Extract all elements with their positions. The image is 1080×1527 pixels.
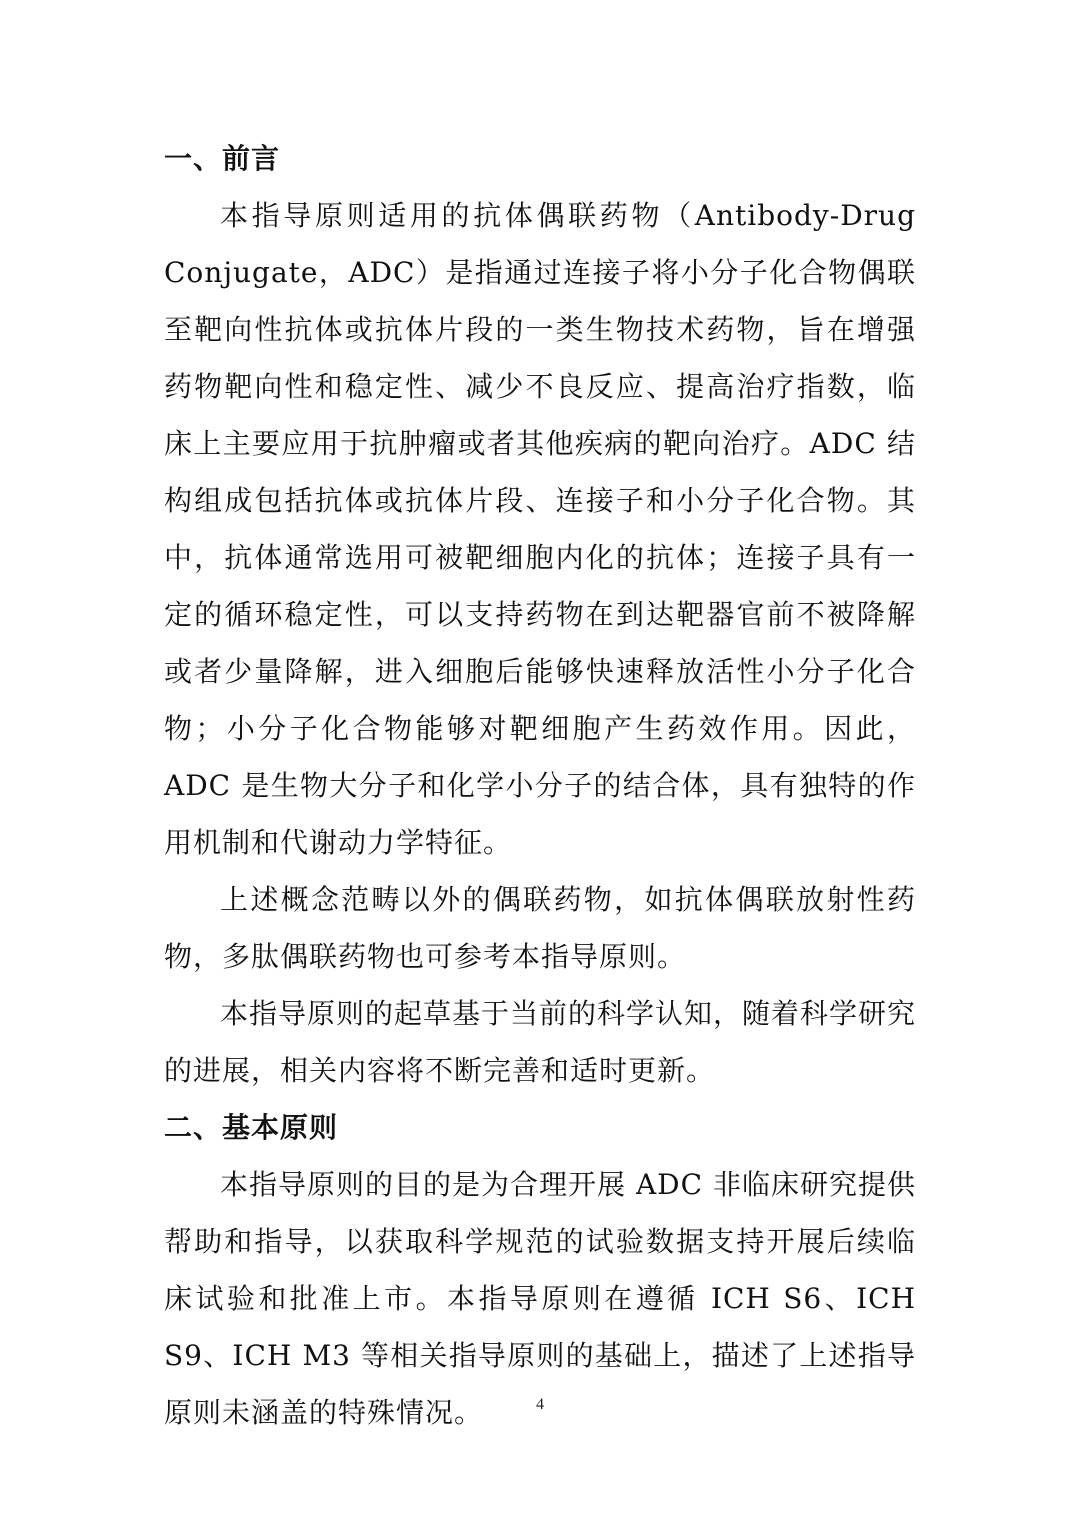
page-number: 4 — [536, 1396, 544, 1413]
page-content — [164, 130, 916, 1441]
preface-paragraph-1: 本指导原则适用的抗体偶联药物（Antibody-Drug Conjugate，ADC）是指通过连接子将小分子化合物偶联至靶向性抗体或抗体片段的一类生物技术药物，旨在增强药物靶向性和稳定性、减少不良反应、提高治疗指数，临床上主要应用于抗肿瘤或者其他疾病的靶向治疗。ADC 结构组成包括抗体或抗体片段、连接子和小分子化合物。其中，抗体通常选用可被靶细胞内化的抗体；连接子具有一定的循环稳定性，可以支持药物在到达靶器官前不被降解或者少量降解，进入细胞后能够快速释放活性小分子化合物；小分子化合物能够对靶细胞产生药效作用。因此，ADC 是生物大分子和化学小分子的结合体，具有独特的作用机制和代谢动力学特征。 — [164, 199, 916, 859]
preface-paragraph-2: 上述概念范畴以外的偶联药物，如抗体偶联放射性药物，多肽偶联药物也可参考本指导原则。 — [164, 883, 916, 973]
preface-paragraph-3: 本指导原则的起草基于当前的科学认知，随着科学研究的进展，相关内容将不断完善和适时更新。 — [164, 997, 917, 1087]
section-heading-preface: 一、前言 — [164, 142, 281, 175]
basic-principles-paragraph-1: 本指导原则的目的是为合理开展 ADC 非临床研究提供帮助和指导，以获取科学规范的试验数据支持开展后续临床试验和批准上市。本指导原则在遵循 ICH S6、ICH S9、ICH M3 等相关指导原则的基础上，描述了上述指导原则未涵盖的特殊情况。 — [164, 1168, 916, 1429]
section-heading-basic-principles: 二、基本原则 — [164, 1111, 339, 1144]
